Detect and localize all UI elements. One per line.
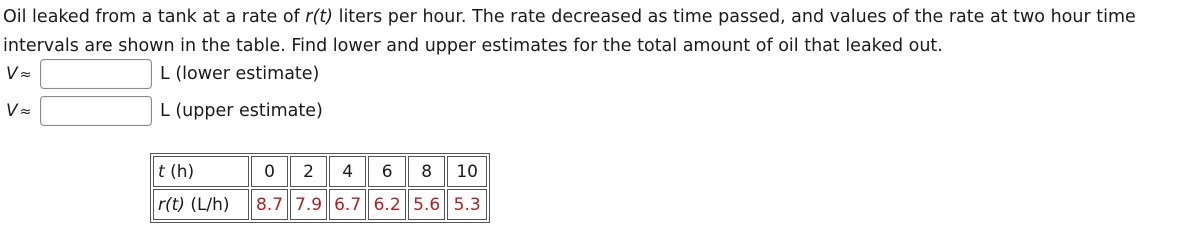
time-cell: 0 xyxy=(251,156,288,187)
upper-estimate-label: L (upper estimate) xyxy=(160,101,323,121)
problem-statement xyxy=(3,3,1200,61)
rate-cell: 8.7 xyxy=(251,189,288,220)
rate-cell: 6.2 xyxy=(368,189,406,220)
time-cell: 2 xyxy=(290,156,327,187)
table-row-rate xyxy=(153,189,487,220)
upper-estimate-row xyxy=(6,96,323,126)
rate-data-table xyxy=(150,153,490,223)
problem-text: Oil leaked from a tank at a rate of xyxy=(3,7,306,27)
problem-line-2: intervals are shown in the table. Find lower and upper estimates for the total amount of oil that leaked out. xyxy=(3,36,943,56)
lower-estimate-label: L (lower estimate) xyxy=(160,64,320,84)
problem-text: liters per hour. The rate decreased as time passed, and values of the rate at two hour time xyxy=(333,7,1136,27)
lower-estimate-input[interactable] xyxy=(40,59,152,89)
time-cell: 8 xyxy=(408,156,445,187)
rate-cell: 5.6 xyxy=(408,189,445,220)
variable-v: V ≈ xyxy=(6,101,32,121)
time-header: t (h) xyxy=(153,156,249,187)
rate-cell: 5.3 xyxy=(447,189,487,220)
lower-estimate-row xyxy=(6,59,319,89)
time-cell: 10 xyxy=(447,156,487,187)
upper-estimate-input[interactable] xyxy=(40,96,152,126)
variable-v: V ≈ xyxy=(6,64,32,84)
rate-function: r(t) xyxy=(305,7,334,27)
rate-cell: 6.7 xyxy=(329,189,366,220)
problem-line-1 xyxy=(3,3,1200,32)
table-row-time xyxy=(153,156,487,187)
time-cell: 6 xyxy=(368,156,406,187)
rate-cell: 7.9 xyxy=(290,189,327,220)
time-cell: 4 xyxy=(329,156,366,187)
rate-header: r(t) (L/h) xyxy=(153,189,249,220)
